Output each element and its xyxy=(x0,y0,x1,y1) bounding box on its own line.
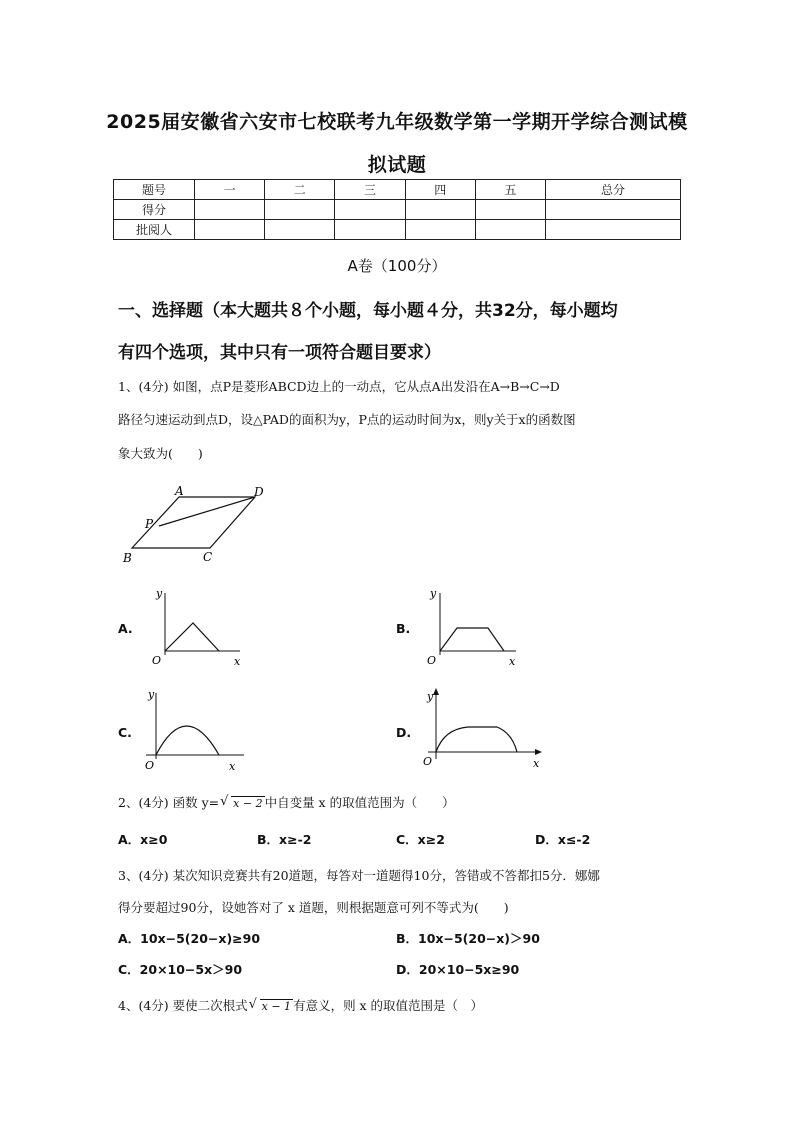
origin-label: O xyxy=(152,654,162,667)
score-cell xyxy=(335,220,405,240)
q2-option-c[interactable]: C．x≥2 xyxy=(396,832,445,847)
q2-radicand: x − 2 xyxy=(233,797,263,810)
q2-option-d[interactable]: D．x≤-2 xyxy=(535,832,591,847)
q4-stem xyxy=(118,996,688,1014)
q3-line-1: 3、(4分) 某次知识竞赛共有20道题，每答对一道题得10分，答错或不答都扣5分．娜娜 xyxy=(118,868,600,883)
q3-option-d[interactable]: D．20×10−5x≥90 xyxy=(396,962,520,977)
axis-label-y: y xyxy=(156,587,163,600)
q2-option-a[interactable]: A．x≥0 xyxy=(118,832,168,847)
origin-label: O xyxy=(427,654,437,667)
q1-option-a-label[interactable]: A. xyxy=(118,621,133,636)
label-c: C xyxy=(203,550,213,564)
q2-stem-post: 中自变量 x 的取值范围为（ ） xyxy=(264,795,455,810)
section-title-line-2: 有四个选项，其中只有一项符合题目要求） xyxy=(118,343,441,363)
graph-curve xyxy=(436,727,517,752)
header-cell: 二 xyxy=(265,180,335,200)
header-cell: 四 xyxy=(405,180,475,200)
score-cell xyxy=(405,200,475,220)
header-cell: 三 xyxy=(335,180,405,200)
score-cell xyxy=(335,200,405,220)
score-cell xyxy=(475,200,545,220)
label-a: A xyxy=(175,484,184,498)
score-cell xyxy=(405,220,475,240)
graph-curve xyxy=(440,628,504,651)
axis-label-y: y xyxy=(148,688,155,701)
q1-line-3: 象大致为( ) xyxy=(118,446,203,461)
q2-stem-pre: 2、(4分) 函数 y= xyxy=(118,795,220,810)
q3-option-a[interactable]: A．10x−5(20−x)≥90 xyxy=(118,931,261,946)
graph-curve xyxy=(156,726,219,755)
score-table xyxy=(113,179,681,240)
q2-stem xyxy=(118,793,688,811)
header-cell: 总分 xyxy=(546,180,681,200)
score-row xyxy=(114,200,681,220)
q3-option-b[interactable]: B．10x−5(20−x)＞90 xyxy=(396,931,540,946)
graph-curve xyxy=(165,623,219,651)
sqrt-icon: √ xyxy=(248,997,257,1012)
q1-line-1: 1、(4分) 如图，点P是菱形ABCD边上的一动点，它从点A出发沿在A→B→C→D xyxy=(118,379,560,394)
score-cell xyxy=(546,200,681,220)
score-cell xyxy=(546,220,681,240)
rhombus-figure xyxy=(115,482,275,570)
title-line-1: 2025届安徽省六安市七校联考九年级数学第一学期开学综合测试模 xyxy=(106,111,688,133)
y-axis-arrow xyxy=(433,688,439,695)
score-cell xyxy=(265,220,335,240)
q1-option-d-graph[interactable] xyxy=(420,685,550,775)
score-table-header-row xyxy=(114,180,681,200)
q3-option-c[interactable]: C．20×10−5x＞90 xyxy=(118,962,243,977)
q1-option-c-graph[interactable] xyxy=(140,685,250,775)
row-label: 批阅人 xyxy=(114,220,195,240)
q1-option-b-label[interactable]: B. xyxy=(396,621,411,636)
q1-option-d-label[interactable]: D. xyxy=(396,725,412,740)
label-d: D xyxy=(254,485,264,499)
label-p: P xyxy=(145,517,154,531)
q3-line-2: 得分要超过90分，设她答对了 x 道题，则根据题意可列不等式为( ) xyxy=(118,900,509,915)
q1-line-2: 路径匀速运动到点D，设△PAD的面积为y，P点的运动时间为x，则y关于x的函数图 xyxy=(118,412,576,427)
reviewer-row xyxy=(114,220,681,240)
axis-label-x: x xyxy=(533,757,540,770)
q4-sqrt xyxy=(248,997,293,1013)
score-cell xyxy=(475,220,545,240)
q1-option-a-graph[interactable] xyxy=(145,585,250,670)
segment-pd xyxy=(159,497,255,526)
row-label: 得分 xyxy=(114,200,195,220)
juan-label: A卷（100分） xyxy=(347,257,447,275)
section-title-line-1: 一、选择题（本大题共８个小题，每小题４分，共32分，每小题均 xyxy=(118,301,618,321)
sqrt-icon: √ xyxy=(220,794,229,809)
title-line-2: 拟试题 xyxy=(367,154,427,176)
axis-label-x: x xyxy=(234,655,241,668)
q4-stem-pre: 4、(4分) 要使二次根式 xyxy=(118,998,248,1013)
score-cell xyxy=(265,200,335,220)
score-cell xyxy=(195,220,265,240)
label-b: B xyxy=(123,551,132,565)
header-cell: 题号 xyxy=(114,180,195,200)
q4-radicand: x − 1 xyxy=(261,1000,292,1013)
header-cell: 一 xyxy=(195,180,265,200)
score-cell xyxy=(195,200,265,220)
axis-label-y: y xyxy=(427,690,434,703)
axis-label-y: y xyxy=(430,587,437,600)
q1-option-c-label[interactable]: C. xyxy=(118,725,132,740)
q2-sqrt xyxy=(220,794,264,810)
header-cell: 五 xyxy=(475,180,545,200)
x-axis-arrow xyxy=(535,749,542,755)
origin-label: O xyxy=(423,755,433,768)
q4-stem-post: 有意义，则 x 的取值范围是（ ） xyxy=(293,998,484,1013)
origin-label: O xyxy=(145,759,155,772)
axis-label-x: x xyxy=(509,655,516,668)
axis-label-x: x xyxy=(229,760,236,773)
q1-option-b-graph[interactable] xyxy=(420,585,525,670)
q2-option-b[interactable]: B．x≥-2 xyxy=(257,832,312,847)
